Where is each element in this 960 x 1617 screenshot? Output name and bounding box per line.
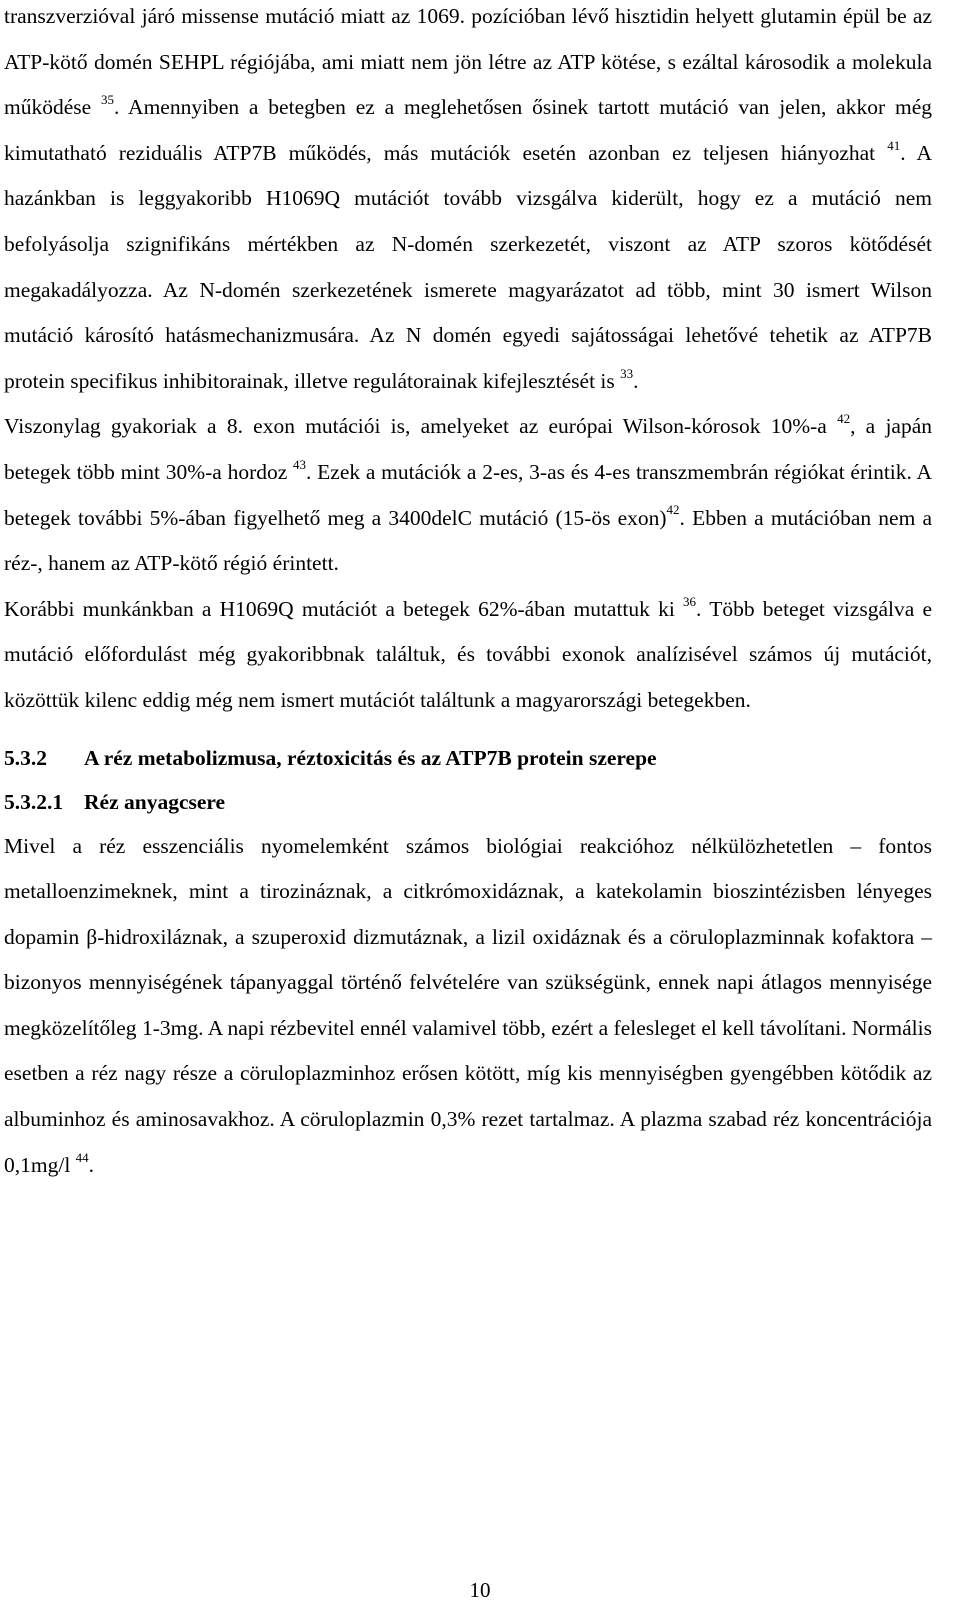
paragraph-mutation-h1069q xyxy=(4,0,932,404)
paragraph-text: , a japán betegek több mint 30%-a hordoz xyxy=(4,414,932,484)
paragraph-exon8-mutations xyxy=(4,404,932,586)
reference-superscript: 43 xyxy=(293,456,307,472)
paragraph-text: . Amennyiben a betegben ez a meglehetősen ősinek tartott mutáció van jelen, akkor még kimutatható reziduális ATP7B működés, más mutációk esetén azonban ez teljesen hiányozhat xyxy=(4,95,932,165)
subsection-heading xyxy=(4,780,932,824)
subsection-number: 5.3.2.1 xyxy=(4,789,64,814)
paragraph-text: . Ebben a mutációban nem a réz-, hanem az ATP-kötő régió érintett. xyxy=(4,505,932,576)
page-number: 10 xyxy=(469,1578,491,1602)
section-heading xyxy=(4,736,932,780)
paragraph-text: . xyxy=(88,1152,95,1177)
paragraph-text: . Ezek a mutációk a 2-es, 3-as és 4-es transzmembrán régiókat érintik. A betegek további 5%-ában figyelhető meg a 3400delC mutáció (15-ös exon) xyxy=(4,459,932,530)
section-number: 5.3.2 xyxy=(4,745,47,770)
reference-superscript: 41 xyxy=(887,137,901,153)
paragraph-text: Viszonylag gyakoriak a 8. exon mutációi is, amelyeket az európai Wilson-kórosok 10%-a xyxy=(4,414,838,439)
reference-superscript: 42 xyxy=(837,411,851,427)
paragraph-text: Mivel a réz esszenciális nyomelemként számos biológiai reakcióhoz nélkülözhetetlen – fontos metalloenzimeknek, mint a tirozináznak, a citkrómoxidáznak, a katekolamin bioszintézisben lényeges dopamin β-hidroxiláznak, a szuperoxid dizmutáznak, a lizil oxidáznak és a cöruloplazminnak kofaktora – bizonyos mennyiségének tápanyaggal történő felvételére van szükségünk, ennek napi átlagos mennyisége megközelítőleg 1-3mg. A napi rézbevitel ennél valamivel több, ezért a felesleget el kell távolítani. Normális esetben a réz nagy része a cöruloplazminhoz erősen kötött, míg kis mennyiségben gyengébben kötődik az albuminhoz és aminosavakhoz. A cöruloplazmin 0,3% rezet tartalmaz. A plazma szabad réz koncentrációja 0,1mg/l xyxy=(4,833,932,1177)
reference-superscript: 36 xyxy=(683,593,697,609)
reference-superscript: 33 xyxy=(620,365,634,381)
subsection-title: Réz anyagcsere xyxy=(84,789,226,814)
paragraph-text: transzverzióval járó missense mutáció miatt az 1069. pozícióban lévő hisztidin helyett glutamin épül be az ATP-kötő domén SEHPL régiójába, ami miatt nem jön létre az ATP kötése, s ezáltal károsodik a molekula működése xyxy=(4,4,932,120)
paragraph-copper-metabolism xyxy=(4,824,932,1189)
paragraph-text: . xyxy=(633,368,639,393)
paragraph-text: . Több beteget vizsgálva e mutáció előfordulást még gyakoribbnak találtuk, és további exonok analízisével számos új mutációt, közöttük kilenc eddig még nem ismert mutációt találtunk a magyarországi betegekben. xyxy=(4,596,933,712)
document-body xyxy=(4,0,932,1188)
reference-superscript: 44 xyxy=(75,1149,89,1165)
paragraph-previous-work xyxy=(4,587,932,724)
section-title: A réz metabolizmusa, réztoxicitás és az ATP7B protein szerepe xyxy=(84,745,657,770)
reference-superscript: 42 xyxy=(666,502,680,518)
paragraph-text: . A hazánkban is leggyakoribb H1069Q mutációt tovább vizsgálva kiderült, hogy ez a mutáció nem befolyásolja szignifikáns mértékben az N-domén szerkezetét, viszont az ATP szoros kötődését megakadályozza. Az N-domén szerkezetének ismerete magyarázatot ad több, mint 30 ismert Wilson mutáció károsító hatásmechanizmusára. Az N domén egyedi sajátosságai lehetővé tehetik az ATP7B protein specifikus inhibitorainak, illetve regulátorainak kifejlesztését is xyxy=(4,140,933,393)
reference-superscript: 35 xyxy=(101,92,115,108)
paragraph-text: Korábbi munkánkban a H1069Q mutációt a betegek 62%-ában mutattuk ki xyxy=(4,596,684,621)
